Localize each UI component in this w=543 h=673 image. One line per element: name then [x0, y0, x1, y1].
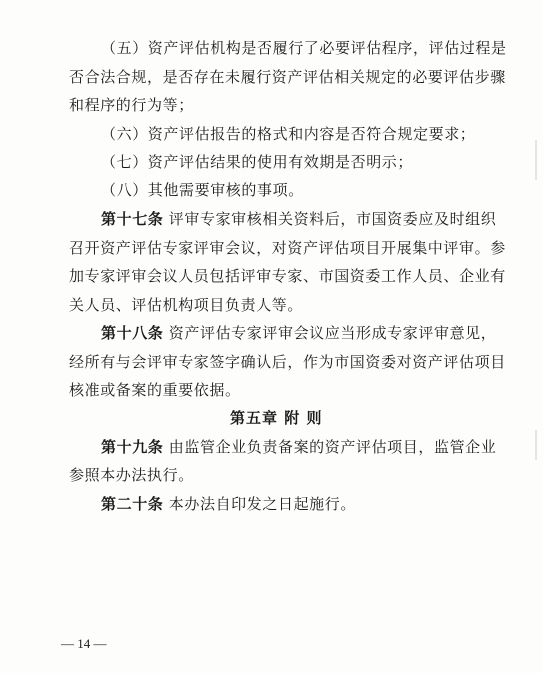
article-19-text: 由监管企业负责备案的资产评估项目，监管企业 [168, 438, 497, 456]
article-18-first-line [101, 323, 496, 343]
p8-line-1: （八）其他需要审核的事项。 [101, 181, 304, 199]
article-17-line-4: 关人员、评估机构项目负责人等。 [69, 296, 304, 314]
article-17-text: 评审专家审核相关资料后，市国资委应及时组织 [168, 210, 497, 228]
p7-line-1: （七）资产评估结果的使用有效期是否明示； [101, 153, 414, 171]
article-18-line-2: 经所有与会评审专家签字确认后，作为市国资委对资产评估项目 [69, 353, 506, 371]
article-20-label: 第二十条 [101, 495, 164, 513]
article-18-line-3: 核准或备案的重要依据。 [69, 381, 241, 399]
scan-edge-mark [535, 140, 537, 180]
p6-line-1: （六）资产评估报告的格式和内容是否符合规定要求； [101, 125, 476, 143]
article-17-label: 第十七条 [101, 210, 164, 228]
chapter-5-heading: 第五章 附 则 [230, 409, 323, 427]
article-19-line-2: 参照本办法执行。 [69, 466, 194, 484]
article-18-label: 第十八条 [101, 324, 164, 342]
article-20-first-line [101, 494, 356, 514]
p5-line-2: 否合法合规，是否存在未履行资产评估相关规定的必要评估步骤 [69, 68, 506, 86]
article-17-first-line [101, 209, 496, 229]
scan-edge-mark [535, 430, 537, 460]
article-19-first-line [101, 437, 496, 457]
article-17-line-2: 召开资产评估专家评审会议，对资产评估项目开展集中评审。参 [69, 239, 506, 257]
article-20-text: 本办法自印发之日起施行。 [168, 495, 356, 513]
page-number: — 14 — [61, 636, 107, 651]
article-18-text: 资产评估专家评审会议应当形成专家评审意见， [168, 324, 497, 342]
article-17-line-3: 加专家评审会议人员包括评审专家、市国资委工作人员、企业有 [69, 267, 506, 285]
article-19-label: 第十九条 [101, 438, 164, 456]
p5-line-1: （五）资产评估机构是否履行了必要评估程序，评估过程是 [101, 39, 507, 57]
p5-line-3: 和程序的行为等； [69, 96, 194, 114]
